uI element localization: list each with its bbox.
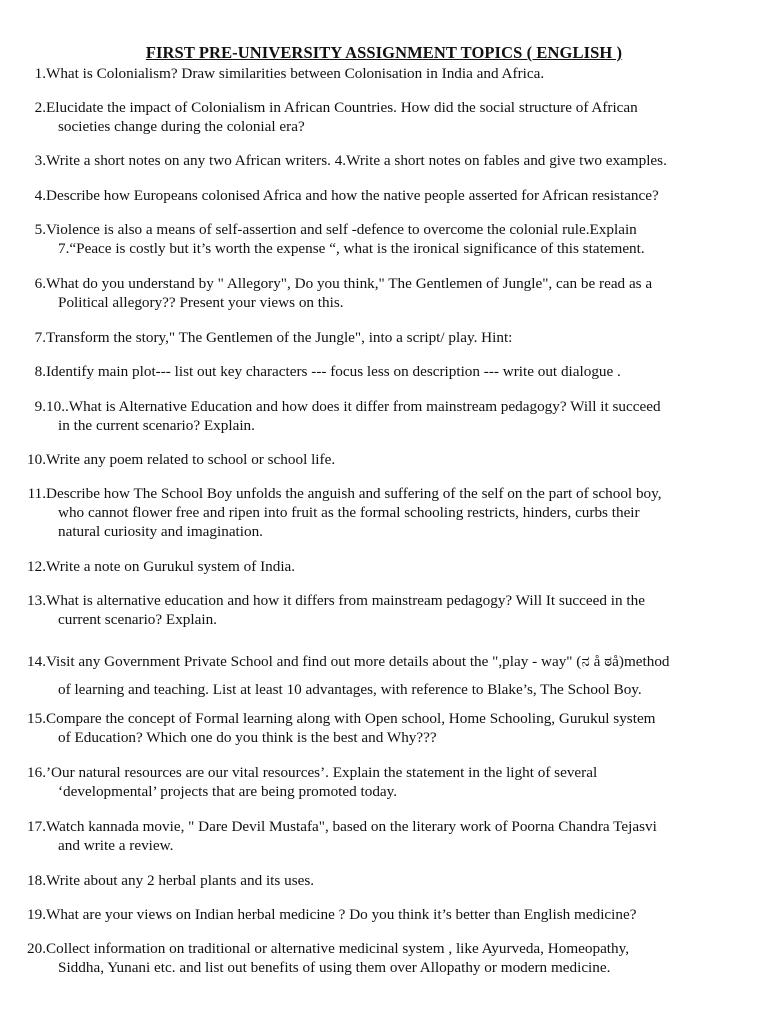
item-number: 2. — [34, 99, 46, 116]
list-item — [22, 939, 758, 977]
list-item — [22, 871, 758, 890]
item-text: What is alternative education and how it differs from mainstream pedagogy? Will It succeed in the — [46, 592, 645, 609]
item-text-continuation: 7.“Peace is costly but it’s worth the expense “, what is the ironical significance of this statement. — [58, 240, 645, 257]
item-number: 11. — [27, 485, 46, 502]
list-item — [22, 484, 758, 541]
item-text: ’Our natural resources are our vital resources’. Explain the statement in the light of several — [46, 764, 598, 781]
item-text-continuation: Political allegory?? Present your views on this. — [58, 294, 344, 311]
list-item — [22, 709, 758, 747]
item-text: What is Colonialism? Draw similarities between Colonisation in India and Africa. — [46, 65, 545, 82]
item-number: 13. — [27, 592, 46, 609]
item-text-continuation: current scenario? Explain. — [58, 611, 217, 628]
item-text-continuation: ‘developmental’ projects that are being promoted today. — [58, 783, 398, 800]
item-number: 20. — [27, 940, 46, 957]
item-number: 16. — [27, 764, 46, 781]
list-item — [22, 591, 758, 629]
item-number: 17. — [27, 818, 46, 835]
list-item — [22, 64, 758, 83]
list-item — [22, 557, 758, 576]
item-text: Write any poem related to school or school life. — [46, 451, 336, 468]
list-item — [22, 151, 758, 170]
item-text: 10..What is Alternative Education and how does it differ from mainstream pedagogy? Will it succeed — [46, 398, 661, 415]
list-item — [22, 186, 758, 205]
item-text-continuation: Siddha, Yunani etc. and list out benefits of using them over Allopathy or modern medicine. — [58, 959, 611, 976]
item-number: 15. — [27, 710, 46, 727]
item-number: 12. — [27, 558, 46, 575]
item-number: 6. — [34, 275, 46, 292]
item-text: Visit any Government Private School and find out more details about the ",play - way" (ನ å ಠå)method — [46, 653, 670, 670]
list-item — [22, 98, 758, 136]
item-number: 7. — [34, 329, 46, 346]
item-text: Collect information on traditional or alternative medicinal system , like Ayurveda, Homeopathy, — [46, 940, 630, 957]
item-number: 3. — [34, 152, 46, 169]
item-text: Transform the story," The Gentlemen of the Jungle", into a script/ play. Hint: — [46, 329, 513, 346]
item-number: 19. — [27, 906, 46, 923]
item-text: What do you understand by " Allegory", Do you think," The Gentlemen of Jungle", can be read as a — [46, 275, 653, 292]
list-item — [22, 220, 758, 258]
item-text: Write a short notes on any two African writers. 4.Write a short notes on fables and give two examples. — [46, 152, 667, 169]
item-number: 4. — [34, 187, 46, 204]
item-text: Describe how The School Boy unfolds the anguish and suffering of the self on the part of school boy, — [46, 485, 662, 502]
item-number: 18. — [27, 872, 46, 889]
list-item — [22, 905, 758, 924]
list-item — [22, 362, 758, 381]
item-text: Watch kannada movie, " Dare Devil Mustafa", based on the literary work of Poorna Chandra Tejasvi — [46, 818, 657, 835]
item-number: 5. — [34, 221, 46, 238]
item-text-continuation: natural curiosity and imagination. — [58, 523, 263, 540]
item-text: Write a note on Gurukul system of India. — [46, 558, 296, 575]
item-text-continuation: who cannot flower free and ripen into fruit as the formal schooling restricts, hinders, curbs their — [58, 504, 640, 521]
list-item — [22, 817, 758, 855]
list-item — [22, 328, 758, 347]
list-item — [22, 450, 758, 469]
list-item — [22, 648, 758, 704]
item-text: Elucidate the impact of Colonialism in African Countries. How did the social structure of African — [46, 99, 638, 116]
item-text-continuation: and write a review. — [58, 837, 174, 854]
item-number: 1. — [34, 65, 46, 82]
item-text: Violence is also a means of self-assertion and self -defence to overcome the colonial rule.Explain — [46, 221, 637, 238]
item-number: 10. — [27, 451, 46, 468]
item-text-continuation: of Education? Which one do you think is the best and Why??? — [58, 729, 437, 746]
item-number: 9. — [34, 398, 46, 415]
item-text-continuation: in the current scenario? Explain. — [58, 417, 255, 434]
item-text-continuation: of learning and teaching. List at least 10 advantages, with reference to Blake’s, The School Boy. — [58, 681, 642, 698]
list-item — [22, 397, 758, 435]
item-text: Compare the concept of Formal learning along with Open school, Home Schooling, Gurukul system — [46, 710, 656, 727]
item-text-continuation: societies change during the colonial era? — [58, 118, 305, 135]
item-text: Write about any 2 herbal plants and its uses. — [46, 872, 315, 889]
item-text: Identify main plot--- list out key characters --- focus less on description --- write out dialogue . — [46, 363, 621, 380]
item-text: Describe how Europeans colonised Africa and how the native people asserted for African resistance? — [46, 187, 659, 204]
list-item — [22, 763, 758, 801]
item-text: What are your views on Indian herbal medicine ? Do you think it’s better than English medicine? — [46, 906, 637, 923]
item-number: 14. — [27, 653, 46, 670]
item-number: 8. — [34, 363, 46, 380]
document-title: FIRST PRE-UNIVERSITY ASSIGNMENT TOPICS ( ENGLISH ) — [145, 43, 623, 62]
list-item — [22, 274, 758, 312]
